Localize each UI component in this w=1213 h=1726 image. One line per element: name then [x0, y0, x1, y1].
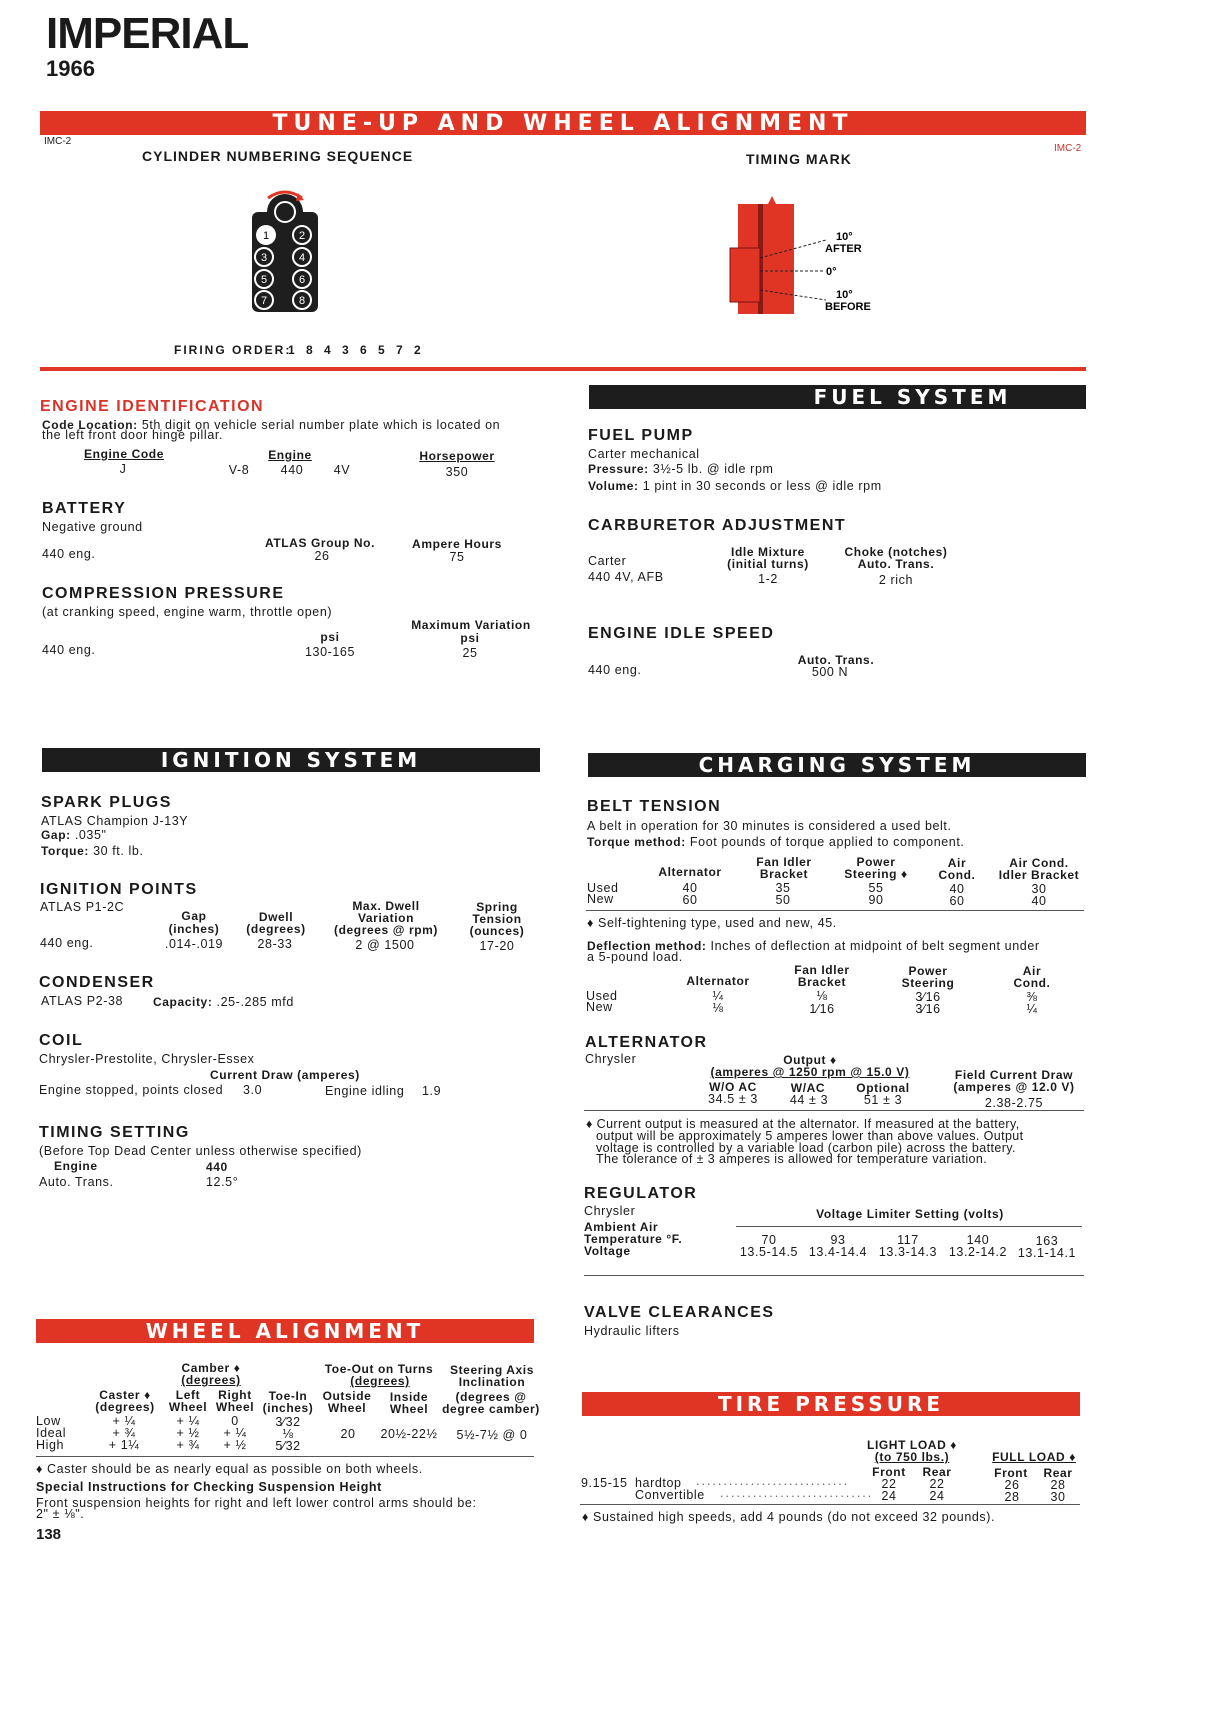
d-new-fan: 1⁄16	[809, 1002, 835, 1016]
dh-air: Air	[1022, 964, 1042, 978]
d-used-label: Used	[586, 989, 618, 1003]
special-instructions-title: Special Instructions for Checking Suspension Height	[36, 1480, 382, 1494]
left-header: Left	[175, 1388, 201, 1402]
low-right: 0	[231, 1414, 239, 1428]
engine-code-header: Engine Code	[84, 447, 164, 461]
spring-sub2: (ounces)	[469, 924, 525, 938]
alternator-title: ALTERNATOR	[585, 1034, 708, 1051]
caster-note: ♦ Caster should be as nearly equal as possible on both wheels.	[36, 1462, 423, 1476]
pressure-label: Pressure:	[588, 462, 649, 476]
max-dwell-sub2: (degrees @ rpm)	[333, 923, 439, 937]
d-new-alt: ⅛	[712, 1001, 724, 1015]
idle-engine-label: 440 eng.	[588, 663, 642, 677]
timing-mark-diagram	[728, 196, 888, 318]
d-used-fan: ⅛	[816, 989, 828, 1003]
torque-value: 30 ft. lb.	[93, 844, 144, 858]
torque-method-text: Foot pounds of torque applied to component.	[689, 835, 965, 849]
reg-volt-1: 13.5-14.5	[739, 1245, 799, 1259]
alt-note-3: voltage is controlled by a variable load (carbon pile) across the battery.	[596, 1141, 1016, 1155]
regulator-header-rule	[736, 1226, 1082, 1227]
steering-camber-sub: degree camber)	[442, 1402, 540, 1416]
svg-text:2: 2	[298, 230, 306, 242]
camber-sub: (degrees)	[181, 1373, 241, 1387]
code-location-text: the left front door hinge pillar.	[42, 428, 224, 442]
svg-text:BEFORE: BEFORE	[825, 301, 871, 313]
svg-text:1: 1	[262, 230, 270, 242]
points-engine-label: 440 eng.	[40, 936, 94, 950]
low-left: + ¼	[176, 1414, 200, 1428]
idle-speed-value: 500 N	[811, 665, 849, 679]
right-sub: Wheel	[215, 1400, 255, 1414]
alt-field-header: Field Current Draw	[954, 1068, 1074, 1082]
points-dwell-value: 28-33	[257, 937, 293, 951]
hardtop-full-rear: 28	[1050, 1478, 1066, 1492]
svg-text:8: 8	[298, 295, 306, 307]
volume-label: Volume:	[588, 479, 639, 493]
alt-note-1: ♦ Current output is measured at the alternator. If measured at the battery,	[586, 1117, 1020, 1131]
valve-clearances-title: VALVE CLEARANCES	[584, 1304, 775, 1321]
tire-size: 9.15-15	[581, 1476, 628, 1490]
timing-setting-title: TIMING SETTING	[39, 1124, 190, 1141]
ampere-hours-header: Ampere Hours	[412, 537, 502, 551]
alt-field-sub: (amperes @ 12.0 V)	[953, 1080, 1075, 1094]
d-new-power: 3⁄16	[915, 1002, 941, 1016]
used-air: 40	[949, 882, 965, 896]
hardtop-light-rear: 22	[929, 1477, 945, 1491]
gap-sub: (inches)	[168, 922, 220, 936]
hardtop-label: hardtop	[635, 1476, 682, 1490]
high-toein: 5⁄32	[275, 1439, 301, 1453]
engine-disp-value: 440	[280, 463, 304, 477]
alt-opt-value: 51 ± 3	[863, 1093, 903, 1107]
fuel-pump-title: FUEL PUMP	[588, 427, 694, 444]
regulator-title: REGULATOR	[584, 1185, 698, 1202]
charging-system-banner: CHARGING SYSTEM	[588, 753, 1086, 777]
high-caster: + 1¼	[108, 1438, 140, 1452]
firing-order-label: FIRING ORDER:	[174, 343, 292, 357]
th-fan-idler-2: Bracket	[759, 867, 809, 881]
steering-degrees-header: (degrees @	[455, 1390, 527, 1404]
page-number: 138	[36, 1526, 62, 1543]
carburetor-title: CARBURETOR ADJUSTMENT	[588, 517, 847, 534]
light-load-sub: (to 750 lbs.)	[874, 1450, 950, 1464]
page-code-left: IMC-2	[44, 136, 72, 147]
compression-title: COMPRESSION PRESSURE	[42, 585, 285, 602]
fuel-pump-type: Carter mechanical	[588, 447, 700, 461]
alternator-make: Chrysler	[585, 1052, 637, 1066]
th-fan-idler: Fan Idler	[756, 855, 812, 869]
coil-model: Chrysler-Prestolite, Chrysler-Essex	[39, 1052, 255, 1066]
light-front-header: Front	[872, 1465, 906, 1479]
alt-output-header: Output ♦	[783, 1053, 837, 1067]
light-rear-header: Rear	[922, 1465, 952, 1479]
engine-id-title: ENGINE IDENTIFICATION	[40, 398, 265, 415]
svg-text:7: 7	[260, 295, 268, 307]
code-location-label: Code Location:	[42, 418, 138, 432]
spring-sub: Tension	[472, 912, 522, 926]
timing-value: 12.5°	[206, 1175, 239, 1189]
choke-value: 2 rich	[878, 573, 914, 587]
new-power: 90	[868, 893, 884, 907]
alt-note-4: The tolerance of ± 3 amperes is allowed for temperature variation.	[596, 1152, 988, 1166]
valve-clearances-text: Hydraulic lifters	[584, 1324, 680, 1338]
high-left: + ¾	[176, 1438, 200, 1452]
ignition-points-title: IGNITION POINTS	[40, 881, 198, 898]
outside-sub: Wheel	[327, 1401, 367, 1415]
coil-title: COIL	[39, 1032, 84, 1049]
outside-header: Outside	[322, 1389, 372, 1403]
self-tightening-note: ♦ Self-tightening type, used and new, 45.	[587, 916, 837, 930]
atlas-group-value: 26	[314, 549, 330, 563]
points-max-value: 2 @ 1500	[355, 938, 415, 952]
special-instructions-text-2: 2" ± ⅛".	[36, 1507, 85, 1521]
deflection-text: Inches of deflection at midpoint of belt segment under	[710, 939, 1040, 953]
toe-in-header: Toe-In	[268, 1389, 308, 1403]
conv-light-rear: 24	[929, 1489, 945, 1503]
gap-label: Gap:	[41, 828, 71, 842]
tuneup-banner: TUNE-UP AND WHEEL ALIGNMENT	[40, 111, 1086, 135]
ideal-caster: + ¾	[112, 1426, 136, 1440]
idle-mixture-header: Idle Mixture	[731, 545, 805, 559]
alt-w-value: 44 ± 3	[789, 1093, 829, 1107]
hardtop-full-front: 26	[1004, 1478, 1020, 1492]
max-dwell-header: Max. Dwell	[352, 899, 420, 913]
steering-axis-value: 5½-7½ @ 0	[456, 1428, 528, 1442]
used-power: 55	[868, 881, 884, 895]
low-label: Low	[36, 1414, 61, 1428]
ignition-points-model: ATLAS P1-2C	[40, 900, 125, 914]
svg-text:10°: 10°	[836, 231, 853, 243]
reg-temp-140: 140	[966, 1233, 990, 1247]
reg-volt-5: 13.1-14.1	[1017, 1246, 1077, 1260]
used-alt: 40	[682, 881, 698, 895]
tire-pressure-banner: TIRE PRESSURE	[582, 1392, 1080, 1416]
fuel-system-banner: FUEL SYSTEM	[589, 385, 1086, 409]
new-air: 60	[949, 894, 965, 908]
engine-type-value: V-8	[228, 463, 250, 477]
regulator-rule	[584, 1275, 1084, 1276]
th-air-2: Cond.	[938, 868, 976, 882]
belt-tension-title: BELT TENSION	[587, 798, 722, 815]
engine-code-value: J	[119, 462, 127, 476]
carb-model: 440 4V, AFB	[588, 570, 664, 584]
compression-engine-label: 440 eng.	[42, 643, 96, 657]
dh-power: Power	[908, 964, 948, 978]
toe-out-sub: (degrees)	[350, 1374, 410, 1388]
svg-text:10°: 10°	[836, 289, 853, 301]
engine-header: Engine	[268, 448, 312, 462]
left-sub: Wheel	[168, 1400, 208, 1414]
toe-out-inside-value: 20½-22½	[380, 1427, 438, 1441]
toe-out-outside-value: 20	[340, 1427, 356, 1441]
alt-wo-header: W/O AC	[709, 1080, 757, 1094]
reg-volt-4: 13.2-14.2	[948, 1245, 1008, 1259]
right-header: Right	[218, 1388, 252, 1402]
d-used-air: ⅜	[1026, 990, 1038, 1004]
choke-sub: Auto. Trans.	[857, 557, 935, 571]
hardtop-leader: ............................	[696, 1474, 850, 1488]
points-gap-value: .014-.019	[164, 937, 224, 951]
conv-full-front: 28	[1004, 1490, 1020, 1504]
horsepower-value: 350	[445, 465, 469, 479]
choke-header: Choke (notches)	[844, 545, 948, 559]
torque-label: Torque:	[41, 844, 89, 858]
svg-text:0°: 0°	[826, 266, 837, 278]
dh-air-2: Cond.	[1013, 976, 1051, 990]
ideal-right: + ¼	[223, 1426, 247, 1440]
low-toein: 3⁄32	[275, 1415, 301, 1429]
th-aircond-2: Idler Bracket	[998, 868, 1080, 882]
reg-temp-117: 117	[897, 1233, 919, 1247]
regulator-make: Chrysler	[584, 1204, 636, 1218]
alt-opt-header: Optional	[856, 1081, 910, 1095]
caster-sub: (degrees)	[95, 1400, 155, 1414]
svg-text:5: 5	[260, 274, 268, 286]
d-used-alt: ¼	[712, 989, 724, 1003]
inside-header: Inside	[389, 1390, 429, 1404]
brand-title: IMPERIAL	[46, 9, 249, 58]
compression-psi-value: 130-165	[304, 645, 356, 659]
points-spring-value: 17-20	[479, 939, 515, 953]
temperature-label: Temperature °F.	[584, 1232, 683, 1246]
high-right: + ½	[223, 1438, 247, 1452]
reg-volt-2: 13.4-14.4	[808, 1245, 868, 1259]
light-load-header: LIGHT LOAD ♦	[867, 1438, 957, 1452]
caster-header: Caster ♦	[99, 1388, 151, 1402]
d-new-air: ¼	[1026, 1002, 1038, 1016]
reg-volt-3: 13.3-14.3	[878, 1245, 938, 1259]
reg-temp-70: 70	[761, 1233, 777, 1247]
ideal-toein: ⅛	[282, 1427, 294, 1441]
dh-fan-idler-2: Bracket	[797, 975, 847, 989]
torque-method-label: Torque method:	[587, 835, 686, 849]
hardtop-light-front: 22	[881, 1477, 897, 1491]
convertible-label: Convertible	[635, 1488, 705, 1502]
belt-table-rule	[586, 910, 1084, 911]
psi-header: psi	[320, 630, 340, 644]
full-rear-header: Rear	[1043, 1466, 1073, 1480]
belt-text: A belt in operation for 30 minutes is considered a used belt.	[587, 819, 952, 833]
toe-in-sub: (inches)	[262, 1401, 314, 1415]
th-aircond: Air Cond.	[1009, 856, 1069, 870]
atlas-group-header: ATLAS Group No.	[264, 536, 376, 550]
inside-sub: Wheel	[389, 1402, 429, 1416]
horsepower-header: Horsepower	[419, 449, 495, 463]
dh-fan-idler: Fan Idler	[794, 963, 850, 977]
max-variation-psi-header: psi	[460, 631, 480, 645]
compression-sub: (at cranking speed, engine warm, throttle open)	[42, 605, 333, 619]
carb-make: Carter	[588, 554, 627, 568]
volume-value: 1 pint in 30 seconds or less @ idle rpm	[642, 479, 882, 493]
ideal-label: Ideal	[36, 1426, 67, 1440]
ampere-hours-value: 75	[449, 550, 465, 564]
alt-field-value: 2.38-2.75	[984, 1096, 1044, 1110]
high-label: High	[36, 1438, 65, 1452]
coil-stopped-value: 3.0	[243, 1083, 263, 1097]
idle-speed-title: ENGINE IDLE SPEED	[588, 625, 775, 642]
wheel-table-rule	[36, 1456, 534, 1457]
deflection-text-2: a 5-pound load.	[587, 950, 683, 964]
gap-header: Gap	[181, 909, 207, 923]
dwell-header: Dwell	[258, 910, 294, 924]
conv-light-front: 24	[881, 1489, 897, 1503]
alt-wo-value: 34.5 ± 3	[708, 1092, 758, 1106]
section-divider	[40, 367, 1086, 371]
reg-temp-163: 163	[1035, 1234, 1059, 1248]
auto-trans-header: Auto. Trans.	[797, 653, 875, 667]
steering-axis-header: Steering Axis	[449, 1363, 535, 1377]
th-air: Air	[947, 856, 967, 870]
engine-carb-value: 4V	[333, 463, 351, 477]
ambient-air-label: Ambient Air	[584, 1220, 659, 1234]
timing-auto-label: Auto. Trans.	[39, 1175, 114, 1189]
condenser-title: CONDENSER	[39, 974, 155, 991]
coil-stopped-label: Engine stopped, points closed	[39, 1083, 224, 1097]
svg-text:4: 4	[298, 252, 306, 264]
new-aircond: 40	[1031, 894, 1047, 908]
alt-w-header: W/AC	[790, 1081, 826, 1095]
max-dwell-sub: Variation	[357, 911, 415, 925]
page-code-right: IMC-2	[1054, 143, 1082, 154]
new-fan: 50	[775, 893, 791, 907]
battery-title: BATTERY	[42, 500, 127, 517]
condenser-model: ATLAS P2-38	[41, 994, 124, 1008]
ideal-left: + ½	[176, 1426, 200, 1440]
compression-max-value: 25	[462, 646, 478, 660]
dh-alternator: Alternator	[686, 974, 750, 988]
low-caster: + ¼	[112, 1414, 136, 1428]
th-alternator: Alternator	[658, 865, 722, 879]
coil-idling-value: 1.9	[422, 1084, 442, 1098]
full-front-header: Front	[994, 1466, 1028, 1480]
wheel-alignment-banner: WHEEL ALIGNMENT	[36, 1319, 534, 1343]
new-alt: 60	[682, 893, 698, 907]
tire-table-rule	[580, 1504, 1080, 1505]
timing-mark-title: TIMING MARK	[746, 151, 852, 167]
pressure-value: 3½-5 lb. @ idle rpm	[652, 462, 774, 476]
svg-text:3: 3	[260, 252, 268, 264]
capacity-value: .25-.285 mfd	[216, 995, 294, 1009]
th-power-2: Steering ♦	[844, 867, 908, 881]
spring-header: Spring	[476, 900, 518, 914]
battery-engine-label: 440 eng.	[42, 547, 96, 561]
ignition-system-banner: IGNITION SYSTEM	[42, 748, 540, 772]
th-power: Power	[856, 855, 896, 869]
steering-axis-sub: Inclination	[458, 1375, 526, 1389]
deflection-label: Deflection method:	[587, 939, 707, 953]
dh-power-2: Steering	[901, 976, 955, 990]
battery-ground: Negative ground	[42, 520, 143, 534]
full-load-header: FULL LOAD ♦	[992, 1450, 1076, 1464]
timing-setting-sub: (Before Top Dead Center unless otherwise specified)	[39, 1144, 362, 1158]
capacity-label: Capacity:	[153, 995, 213, 1009]
cylinder-title: CYLINDER NUMBERING SEQUENCE	[142, 148, 414, 164]
coil-idling-label: Engine idling	[325, 1084, 405, 1098]
gap-value: .035"	[74, 828, 107, 842]
conv-full-rear: 30	[1050, 1490, 1066, 1504]
svg-text:AFTER: AFTER	[825, 243, 862, 255]
alt-table-rule	[584, 1110, 1084, 1111]
toe-out-header: Toe-Out on Turns	[324, 1362, 434, 1376]
d-new-label: New	[586, 1000, 613, 1014]
alt-amperes-header: (amperes @ 1250 rpm @ 15.0 V)	[710, 1065, 910, 1079]
max-variation-header: Maximum Variation	[411, 618, 531, 632]
timing-engine-header: Engine	[54, 1159, 98, 1173]
idle-mixture-sub: (initial turns)	[727, 557, 809, 571]
spark-plugs-title: SPARK PLUGS	[41, 794, 172, 811]
used-label: Used	[587, 881, 619, 895]
voltage-limiter-header: Voltage Limiter Setting (volts)	[816, 1207, 1004, 1221]
current-draw-header: Current Draw (amperes)	[210, 1068, 360, 1082]
spark-plug-model: ATLAS Champion J-13Y	[41, 814, 189, 828]
timing-440-header: 440	[206, 1160, 228, 1174]
voltage-label: Voltage	[584, 1244, 631, 1258]
special-instructions-text: Front suspension heights for right and left lower control arms should be:	[36, 1496, 477, 1510]
firing-order: 1 8 4 3 6 5 7 2	[288, 343, 425, 357]
new-label: New	[587, 892, 614, 906]
model-year: 1966	[46, 56, 95, 81]
svg-text:6: 6	[298, 274, 306, 286]
camber-header: Camber ♦	[181, 1361, 241, 1375]
idle-turns-value: 1-2	[758, 572, 778, 586]
cylinder-diagram	[244, 190, 324, 316]
reg-temp-93: 93	[830, 1233, 846, 1247]
used-aircond: 30	[1031, 882, 1047, 896]
dwell-sub: (degrees)	[246, 922, 306, 936]
convertible-leader: ............................	[720, 1486, 874, 1500]
used-fan: 35	[775, 881, 791, 895]
d-used-power: 3⁄16	[915, 990, 941, 1004]
tire-note: ♦ Sustained high speeds, add 4 pounds (do not exceed 32 pounds).	[582, 1510, 996, 1524]
alt-note-2: output will be approximately 5 amperes lower than above values. Output	[596, 1129, 1024, 1143]
